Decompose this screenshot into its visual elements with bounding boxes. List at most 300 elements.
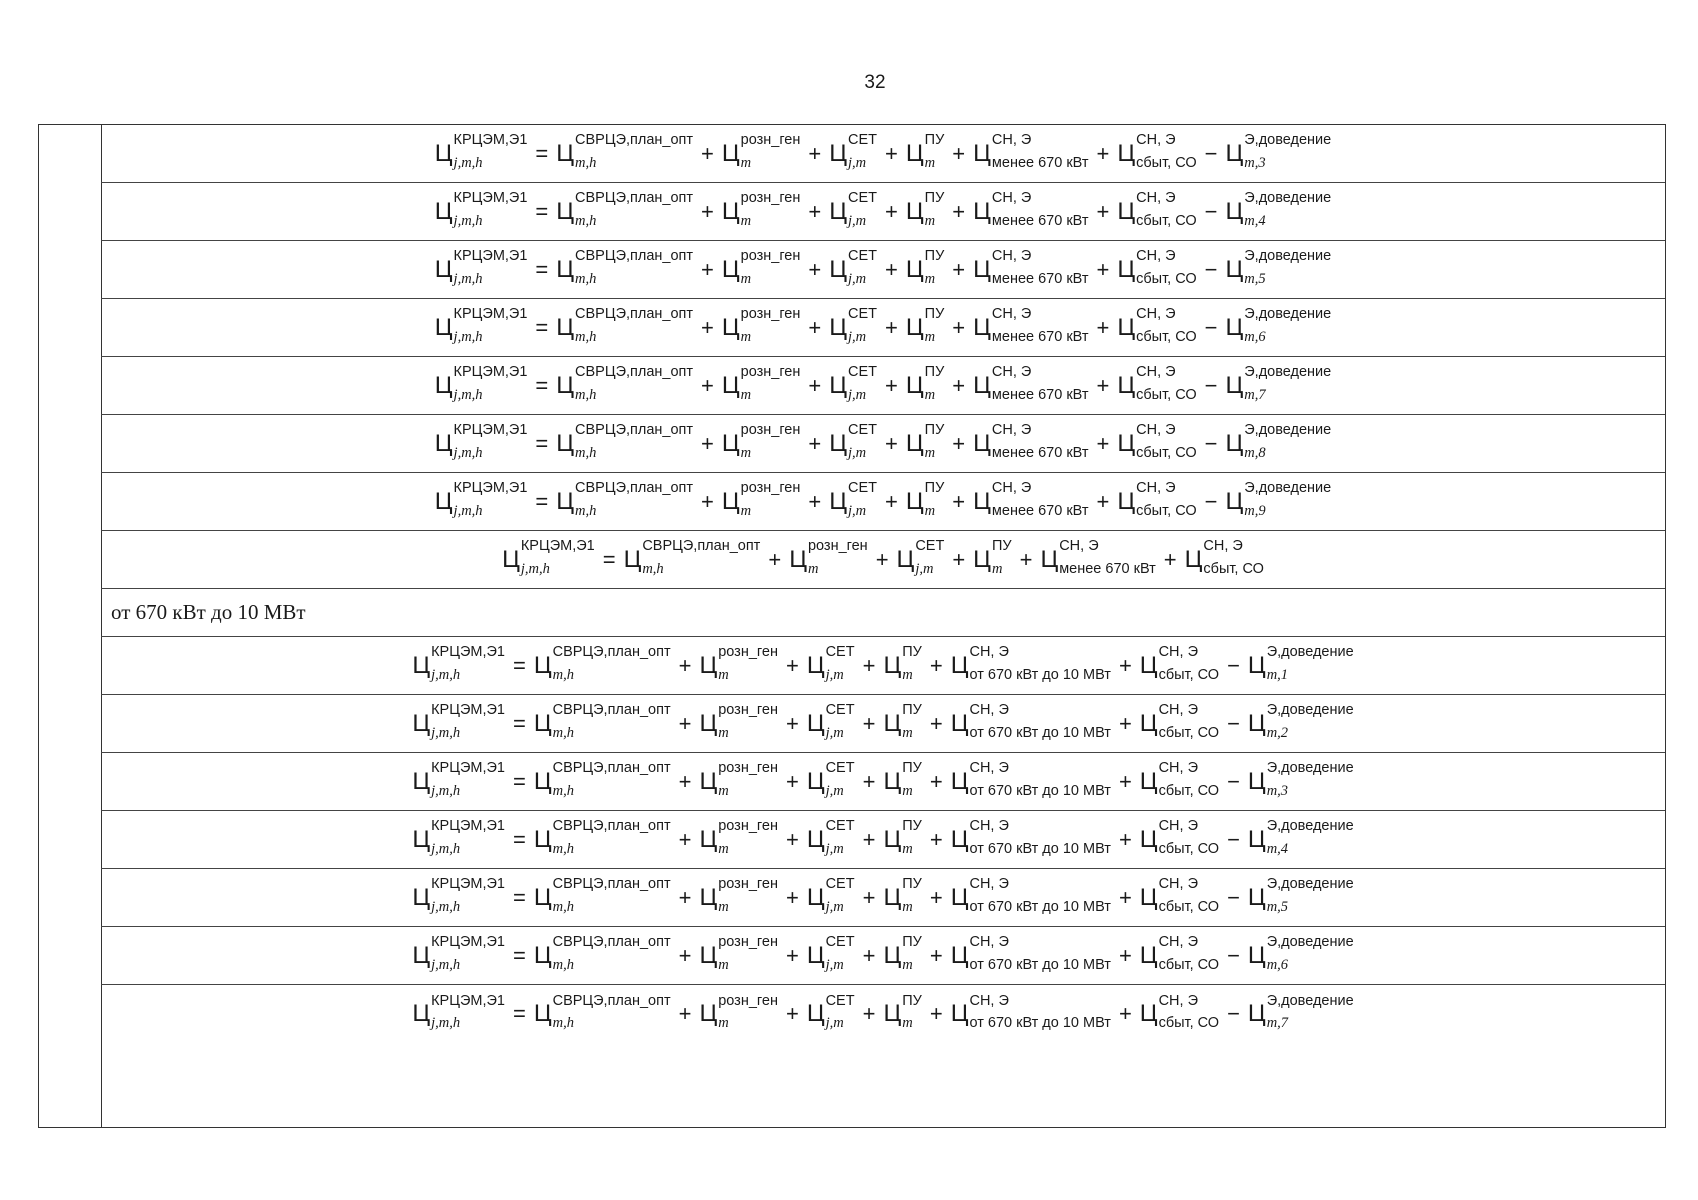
term-superscript: СВРЦЭ,план_опт <box>575 364 694 381</box>
formula-term <box>556 248 694 287</box>
term-subscript: j,m,h <box>431 956 461 973</box>
term-superscript: Э,доведение <box>1244 248 1332 265</box>
term-subscript: j,m <box>848 328 867 345</box>
formula <box>433 306 1333 345</box>
formula-term <box>1117 190 1197 229</box>
term-subscript: m,4 <box>1266 840 1289 857</box>
formula-term <box>1117 480 1197 519</box>
plus-sign: + <box>885 198 898 224</box>
term-base: Ц <box>905 429 924 457</box>
formula-term <box>883 760 922 799</box>
formula <box>433 190 1333 229</box>
term-base: Ц <box>905 487 924 515</box>
term-subscript: m,h <box>575 328 597 345</box>
term-superscript: Э,доведение <box>1266 818 1354 835</box>
term-base: Ц <box>950 709 969 737</box>
table-left-column <box>39 125 102 1127</box>
formula-term <box>806 992 855 1031</box>
term-superscript: КРЦЭМ,Э1 <box>431 934 505 951</box>
formula-term <box>883 934 922 973</box>
formula-term <box>806 876 855 915</box>
plus-sign: + <box>701 314 714 340</box>
term-subscript: сбыт, СО <box>1203 560 1264 577</box>
term-superscript: СН, Э <box>991 480 1032 497</box>
term-superscript: Э,доведение <box>1244 190 1332 207</box>
plus-sign: + <box>785 1001 799 1026</box>
term-superscript: СЕТ <box>848 248 878 265</box>
plus-sign: + <box>1163 546 1177 572</box>
term-superscript: розн_ген <box>740 190 801 207</box>
formula-term <box>1225 422 1332 461</box>
term-superscript: СН, Э <box>991 248 1032 265</box>
term-subscript: сбыт, СО <box>1158 666 1220 683</box>
formula <box>410 876 1355 915</box>
equals-sign: = <box>512 826 526 852</box>
term-subscript: m <box>902 1015 913 1031</box>
minus-sign: − <box>1204 372 1218 398</box>
term-subscript: сбыт, СО <box>1158 840 1220 857</box>
term-superscript: СВРЦЭ,план_опт <box>575 248 694 265</box>
formula-term <box>1040 538 1156 577</box>
term-subscript: j,m <box>825 1015 844 1031</box>
term-subscript: m,6 <box>1244 328 1266 345</box>
term-base: Ц <box>699 1000 718 1027</box>
formula-term <box>412 702 505 741</box>
formula-term <box>973 190 1089 229</box>
equals-sign: = <box>535 314 549 340</box>
term-subscript: j,m <box>825 956 844 973</box>
term-superscript: СЕТ <box>825 934 855 951</box>
term-superscript: Э,доведение <box>1244 480 1332 497</box>
term-subscript: от 670 кВт до 10 МВт <box>969 666 1111 683</box>
plus-sign: + <box>929 652 943 678</box>
term-base: Ц <box>950 767 969 795</box>
term-subscript: сбыт, СО <box>1136 270 1197 287</box>
formula-term <box>950 702 1111 741</box>
term-superscript: КРЦЭМ,Э1 <box>431 992 505 1009</box>
term-base: Ц <box>905 197 924 225</box>
term-superscript: розн_ген <box>718 644 778 661</box>
formula <box>410 818 1355 857</box>
term-subscript: m,h <box>575 502 597 519</box>
formula-term <box>699 760 778 799</box>
term-subscript: j,m,h <box>431 1015 461 1031</box>
term-subscript: сбыт, СО <box>1136 386 1197 403</box>
plus-sign: + <box>929 942 943 968</box>
formula-term <box>1225 132 1332 171</box>
plus-sign: + <box>678 826 692 852</box>
table-row <box>101 985 1665 1043</box>
term-subscript: j,m,h <box>453 386 483 403</box>
formula-term <box>829 480 878 519</box>
formula-term <box>699 934 778 973</box>
term-base: Ц <box>973 313 991 341</box>
term-base: Ц <box>434 255 453 283</box>
term-subscript: m <box>991 560 1003 577</box>
term-subscript: m <box>924 154 936 171</box>
term-superscript: КРЦЭМ,Э1 <box>431 644 505 661</box>
term-subscript: j,m <box>848 386 867 403</box>
term-base: Ц <box>1139 651 1158 679</box>
minus-sign: − <box>1204 314 1218 340</box>
formula-term <box>905 248 945 287</box>
term-superscript: розн_ген <box>718 992 778 1009</box>
term-superscript: СВРЦЭ,план_опт <box>552 934 671 951</box>
table-row <box>101 695 1665 753</box>
formula-term <box>1117 364 1197 403</box>
term-superscript: розн_ген <box>718 760 778 777</box>
table-row <box>101 357 1665 415</box>
term-superscript: СЕТ <box>825 760 855 777</box>
equals-sign: = <box>512 1001 526 1026</box>
plus-sign: + <box>1118 1001 1132 1026</box>
term-base: Ц <box>1040 545 1059 573</box>
term-subscript: m <box>924 328 936 345</box>
plus-sign: + <box>952 140 966 166</box>
minus-sign: − <box>1204 488 1218 514</box>
table-row <box>101 811 1665 869</box>
plus-sign: + <box>678 942 692 968</box>
term-base: Ц <box>434 197 453 225</box>
plus-sign: + <box>785 710 799 736</box>
plus-sign: + <box>1118 884 1132 910</box>
term-subscript: m <box>902 724 913 741</box>
term-base: Ц <box>973 487 991 515</box>
term-superscript: Э,доведение <box>1266 644 1354 661</box>
term-superscript: СВРЦЭ,план_опт <box>552 992 671 1009</box>
plus-sign: + <box>929 826 943 852</box>
term-base: Ц <box>556 197 575 225</box>
term-base: Ц <box>883 883 902 911</box>
term-base: Ц <box>883 709 902 737</box>
term-base: Ц <box>699 883 718 911</box>
term-base: Ц <box>905 313 924 341</box>
term-subscript: m,h <box>552 724 574 741</box>
formula-term <box>973 364 1089 403</box>
term-base: Ц <box>502 545 520 573</box>
term-subscript: m,7 <box>1266 1015 1289 1031</box>
plus-sign: + <box>785 652 799 678</box>
formula-term <box>699 702 778 741</box>
term-superscript: СН, Э <box>991 190 1032 207</box>
term-superscript: СН, Э <box>969 876 1009 893</box>
plus-sign: + <box>808 488 822 514</box>
term-superscript: СН, Э <box>1158 876 1198 893</box>
term-base: Ц <box>883 1000 902 1027</box>
term-superscript: розн_ген <box>740 480 801 497</box>
formula-term <box>905 364 945 403</box>
formula-term <box>1247 992 1354 1031</box>
term-subscript: m,5 <box>1266 898 1289 915</box>
plus-sign: + <box>701 140 714 166</box>
equals-sign: = <box>535 198 549 224</box>
term-base: Ц <box>699 825 718 853</box>
formula-term <box>412 934 505 973</box>
term-base: Ц <box>1117 429 1136 457</box>
formula-term <box>950 760 1111 799</box>
term-subscript: j,m,h <box>431 724 461 741</box>
term-subscript: m,7 <box>1244 386 1266 403</box>
term-subscript: m,9 <box>1244 502 1266 519</box>
term-base: Ц <box>721 429 740 457</box>
formula-term <box>829 422 878 461</box>
formula-term <box>721 422 801 461</box>
term-superscript: ПУ <box>924 364 945 381</box>
minus-sign: − <box>1227 768 1240 794</box>
formula-term <box>829 190 878 229</box>
term-subscript: j,m <box>825 782 844 799</box>
term-subscript: m <box>902 898 913 915</box>
term-base: Ц <box>1139 709 1158 737</box>
formula-term <box>950 644 1111 683</box>
plus-sign: + <box>808 256 822 282</box>
plus-sign: + <box>678 768 692 794</box>
formula <box>433 364 1333 403</box>
term-base: Ц <box>950 1000 969 1027</box>
minus-sign: − <box>1227 942 1240 968</box>
term-superscript: СВРЦЭ,план_опт <box>575 422 694 439</box>
plus-sign: + <box>862 942 876 968</box>
term-base: Ц <box>434 487 453 515</box>
plus-sign: + <box>929 710 943 736</box>
term-subscript: m <box>718 898 729 915</box>
term-subscript: j,m,h <box>520 560 550 577</box>
term-subscript: менее 670 кВт <box>991 328 1089 345</box>
formula <box>433 132 1333 171</box>
equals-sign: = <box>512 710 526 736</box>
term-subscript: m,h <box>575 270 597 287</box>
term-base: Ц <box>829 313 848 341</box>
plus-sign: + <box>952 372 966 398</box>
term-superscript: СН, Э <box>1158 992 1198 1009</box>
term-superscript: СВРЦЭ,план_опт <box>575 190 694 207</box>
term-subscript: m,8 <box>1244 444 1266 461</box>
term-subscript: m,h <box>552 666 574 683</box>
term-subscript: m,h <box>575 212 597 229</box>
term-subscript: j,m <box>848 502 867 519</box>
plus-sign: + <box>885 430 898 456</box>
term-superscript: СЕТ <box>825 702 855 719</box>
term-subscript: сбыт, СО <box>1158 782 1220 799</box>
table-row <box>101 125 1665 183</box>
term-base: Ц <box>806 651 825 679</box>
formula-term <box>1247 702 1354 741</box>
formula-term <box>1247 934 1354 973</box>
formula-term <box>412 818 505 857</box>
term-superscript: Э,доведение <box>1266 876 1354 893</box>
term-subscript: m,h <box>642 560 664 577</box>
term-superscript: СН, Э <box>1136 306 1176 323</box>
term-base: Ц <box>1247 651 1266 679</box>
term-superscript: КРЦЭМ,Э1 <box>431 702 505 719</box>
term-superscript: Э,доведение <box>1244 422 1332 439</box>
term-subscript: j,m <box>825 724 844 741</box>
plus-sign: + <box>1096 314 1110 340</box>
term-superscript: СН, Э <box>991 306 1032 323</box>
plus-sign: + <box>808 198 822 224</box>
term-superscript: СН, Э <box>969 702 1009 719</box>
term-superscript: СН, Э <box>1136 422 1176 439</box>
plus-sign: + <box>808 372 822 398</box>
minus-sign: − <box>1227 710 1240 736</box>
term-superscript: КРЦЭМ,Э1 <box>453 364 528 381</box>
term-base: Ц <box>721 197 740 225</box>
term-base: Ц <box>1247 883 1266 911</box>
term-subscript: от 670 кВт до 10 МВт <box>969 898 1111 915</box>
term-base: Ц <box>806 825 825 853</box>
term-base: Ц <box>412 709 431 737</box>
plus-sign: + <box>785 884 799 910</box>
term-subscript: j,m,h <box>431 898 461 915</box>
term-subscript: m <box>807 560 819 577</box>
term-superscript: СН, Э <box>1158 644 1198 661</box>
term-superscript: розн_ген <box>740 248 801 265</box>
plus-sign: + <box>885 372 898 398</box>
term-base: Ц <box>829 255 848 283</box>
term-superscript: СН, Э <box>991 364 1032 381</box>
term-base: Ц <box>721 313 740 341</box>
formula-term <box>950 934 1111 973</box>
formula-term <box>434 132 528 171</box>
term-subscript: j,m <box>825 666 844 683</box>
term-subscript: сбыт, СО <box>1136 212 1197 229</box>
term-base: Ц <box>1117 313 1136 341</box>
term-base: Ц <box>721 371 740 399</box>
term-superscript: СЕТ <box>848 190 878 207</box>
page-number: 32 <box>864 72 886 93</box>
term-superscript: ПУ <box>902 702 922 719</box>
term-base: Ц <box>556 371 575 399</box>
term-subscript: менее 670 кВт <box>991 154 1089 171</box>
term-superscript: СЕТ <box>825 876 855 893</box>
plus-sign: + <box>701 198 714 224</box>
plus-sign: + <box>678 1001 692 1026</box>
plus-sign: + <box>862 710 876 736</box>
term-superscript: розн_ген <box>807 538 868 555</box>
term-base: Ц <box>1139 883 1158 911</box>
formula-term <box>883 818 922 857</box>
term-subscript: m <box>740 444 752 461</box>
term-superscript: ПУ <box>902 876 922 893</box>
plus-sign: + <box>678 710 692 736</box>
term-subscript: m,h <box>575 154 597 171</box>
term-base: Ц <box>721 255 740 283</box>
term-superscript: СВРЦЭ,план_опт <box>575 132 694 149</box>
term-base: Ц <box>950 941 969 969</box>
plus-sign: + <box>1096 140 1110 166</box>
term-subscript: m <box>902 782 913 799</box>
term-superscript: ПУ <box>991 538 1012 555</box>
formula-term <box>1225 190 1332 229</box>
term-superscript: ПУ <box>924 132 945 149</box>
term-superscript: СН, Э <box>969 992 1009 1009</box>
term-subscript: сбыт, СО <box>1136 502 1197 519</box>
minus-sign: − <box>1204 256 1218 282</box>
term-superscript: КРЦЭМ,Э1 <box>431 876 505 893</box>
term-subscript: j,m,h <box>453 212 483 229</box>
table-row <box>101 183 1665 241</box>
formula-term <box>502 538 595 577</box>
term-subscript: сбыт, СО <box>1136 444 1197 461</box>
term-subscript: j,m <box>848 154 867 171</box>
term-superscript: розн_ген <box>740 364 801 381</box>
term-base: Ц <box>829 197 848 225</box>
term-superscript: Э,доведение <box>1244 132 1332 149</box>
term-subscript: m <box>740 328 752 345</box>
plus-sign: + <box>885 140 898 166</box>
term-superscript: СВРЦЭ,план_опт <box>575 306 694 323</box>
equals-sign: = <box>535 140 549 166</box>
term-subscript: j,m,h <box>453 270 483 287</box>
term-subscript: от 670 кВт до 10 МВт <box>969 956 1111 973</box>
term-base: Ц <box>699 651 718 679</box>
term-base: Ц <box>412 883 431 911</box>
term-base: Ц <box>829 371 848 399</box>
formula-term <box>973 422 1089 461</box>
term-base: Ц <box>533 825 552 853</box>
formula-term <box>1225 306 1332 345</box>
term-subscript: j,m,h <box>453 328 483 345</box>
term-base: Ц <box>1139 941 1158 969</box>
term-base: Ц <box>533 883 552 911</box>
term-subscript: m <box>924 270 936 287</box>
term-subscript: сбыт, СО <box>1136 154 1197 171</box>
term-base: Ц <box>1117 371 1136 399</box>
term-subscript: сбыт, СО <box>1158 1015 1220 1031</box>
formula-term <box>533 992 671 1031</box>
formula <box>433 480 1333 519</box>
formula-term <box>721 190 801 229</box>
term-base: Ц <box>1247 941 1266 969</box>
term-subscript: m <box>902 666 913 683</box>
formula-term <box>950 992 1111 1031</box>
term-base: Ц <box>883 651 902 679</box>
term-base: Ц <box>1139 825 1158 853</box>
term-superscript: розн_ген <box>718 818 778 835</box>
plus-sign: + <box>929 768 943 794</box>
equals-sign: = <box>535 488 549 514</box>
term-subscript: m,3 <box>1266 782 1289 799</box>
term-superscript: Э,доведение <box>1266 760 1354 777</box>
formula-term <box>806 760 855 799</box>
term-superscript: СВРЦЭ,план_опт <box>575 480 694 497</box>
term-base: Ц <box>412 767 431 795</box>
formula-term <box>1139 644 1220 683</box>
term-subscript: j,m,h <box>431 782 461 799</box>
term-base: Ц <box>1117 197 1136 225</box>
term-subscript: j,m,h <box>453 154 483 171</box>
term-superscript: ПУ <box>902 818 922 835</box>
plus-sign: + <box>929 884 943 910</box>
plus-sign: + <box>1118 710 1132 736</box>
term-subscript: m <box>718 724 729 741</box>
term-subscript: m <box>718 956 729 973</box>
term-base: Ц <box>1184 545 1203 573</box>
formula-term <box>905 480 945 519</box>
plus-sign: + <box>862 652 876 678</box>
term-base: Ц <box>789 545 807 573</box>
plus-sign: + <box>1118 768 1132 794</box>
formula-term <box>1247 876 1354 915</box>
formula-term <box>1184 538 1264 577</box>
plus-sign: + <box>701 488 714 514</box>
term-subscript: j,m,h <box>453 444 483 461</box>
plus-sign: + <box>862 768 876 794</box>
term-base: Ц <box>556 255 575 283</box>
term-subscript: m <box>902 956 913 973</box>
term-superscript: СЕТ <box>825 644 855 661</box>
formula-term <box>829 132 878 171</box>
